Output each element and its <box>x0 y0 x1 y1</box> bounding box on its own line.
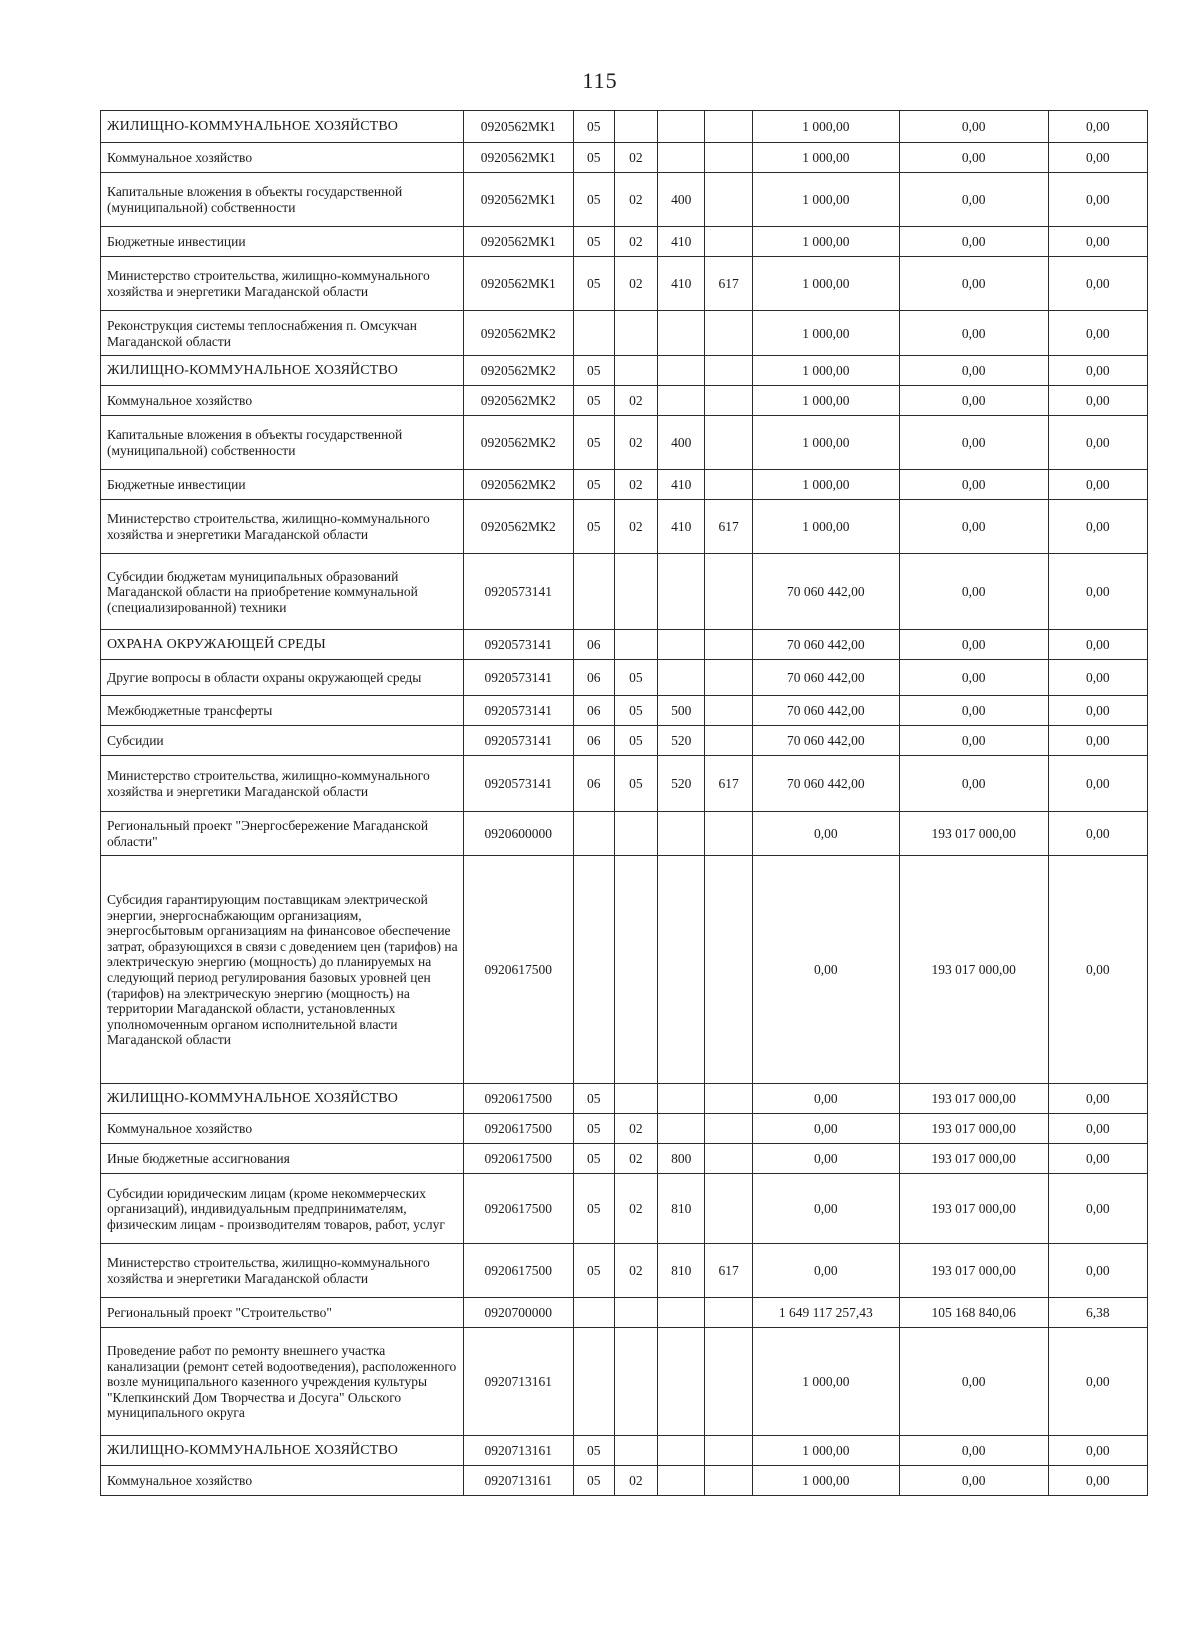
section-code-cell: 05 <box>573 500 614 554</box>
amount-2-cell: 193 017 000,00 <box>899 856 1048 1084</box>
target-code-cell: 0920573141 <box>463 660 573 696</box>
subsection-code-cell <box>614 630 657 660</box>
section-code-cell: 06 <box>573 696 614 726</box>
expense-type-cell <box>657 311 704 356</box>
amount-3-cell: 0,00 <box>1048 660 1147 696</box>
amount-2-cell: 0,00 <box>899 416 1048 470</box>
table-body <box>101 111 1148 1496</box>
table-row <box>101 1298 1148 1328</box>
amount-1-cell: 1 649 117 257,43 <box>752 1298 899 1328</box>
administrator-code-cell <box>705 143 752 173</box>
amount-1-cell: 0,00 <box>752 1084 899 1114</box>
table-row <box>101 1114 1148 1144</box>
administrator-code-cell <box>705 1084 752 1114</box>
administrator-code-cell <box>705 812 752 856</box>
row-name-cell: Субсидии <box>101 726 464 756</box>
target-code-cell: 0920573141 <box>463 726 573 756</box>
amount-3-cell: 0,00 <box>1048 1174 1147 1244</box>
row-name-cell: Капитальные вложения в объекты государственной (муниципальной) собственности <box>101 173 464 227</box>
amount-2-cell: 0,00 <box>899 630 1048 660</box>
amount-2-cell: 0,00 <box>899 111 1048 143</box>
row-name-cell: Коммунальное хозяйство <box>101 143 464 173</box>
expense-type-cell: 520 <box>657 756 704 812</box>
administrator-code-cell <box>705 726 752 756</box>
expense-type-cell <box>657 1436 704 1466</box>
section-code-cell: 05 <box>573 1436 614 1466</box>
amount-3-cell: 0,00 <box>1048 1328 1147 1436</box>
subsection-code-cell: 02 <box>614 173 657 227</box>
row-name-cell: Межбюджетные трансферты <box>101 696 464 726</box>
amount-3-cell: 0,00 <box>1048 1144 1147 1174</box>
table-row <box>101 856 1148 1084</box>
target-code-cell: 0920573141 <box>463 554 573 630</box>
row-name-cell: Бюджетные инвестиции <box>101 227 464 257</box>
expense-type-cell <box>657 660 704 696</box>
administrator-code-cell: 617 <box>705 500 752 554</box>
section-code-cell: 05 <box>573 416 614 470</box>
administrator-code-cell: 617 <box>705 1244 752 1298</box>
section-code-cell: 06 <box>573 726 614 756</box>
section-code-cell: 06 <box>573 630 614 660</box>
amount-3-cell: 0,00 <box>1048 726 1147 756</box>
row-name-cell: Коммунальное хозяйство <box>101 386 464 416</box>
expense-type-cell: 410 <box>657 257 704 311</box>
amount-1-cell: 1 000,00 <box>752 1466 899 1496</box>
subsection-code-cell <box>614 554 657 630</box>
amount-2-cell: 0,00 <box>899 756 1048 812</box>
section-code-cell: 06 <box>573 660 614 696</box>
table-row <box>101 416 1148 470</box>
expense-type-cell <box>657 1466 704 1496</box>
amount-1-cell: 1 000,00 <box>752 257 899 311</box>
amount-2-cell: 0,00 <box>899 470 1048 500</box>
administrator-code-cell <box>705 470 752 500</box>
amount-1-cell: 0,00 <box>752 1114 899 1144</box>
amount-2-cell: 193 017 000,00 <box>899 1174 1048 1244</box>
administrator-code-cell <box>705 386 752 416</box>
target-code-cell: 0920617500 <box>463 1144 573 1174</box>
administrator-code-cell <box>705 630 752 660</box>
section-code-cell: 05 <box>573 356 614 386</box>
section-code-cell: 05 <box>573 1114 614 1144</box>
administrator-code-cell <box>705 311 752 356</box>
table-row <box>101 696 1148 726</box>
amount-2-cell: 193 017 000,00 <box>899 812 1048 856</box>
expense-type-cell <box>657 812 704 856</box>
target-code-cell: 0920713161 <box>463 1328 573 1436</box>
amount-3-cell: 0,00 <box>1048 1436 1147 1466</box>
subsection-code-cell: 05 <box>614 696 657 726</box>
expense-type-cell: 400 <box>657 416 704 470</box>
amount-2-cell: 193 017 000,00 <box>899 1244 1048 1298</box>
expense-type-cell <box>657 1328 704 1436</box>
subsection-code-cell: 02 <box>614 1466 657 1496</box>
amount-1-cell: 70 060 442,00 <box>752 554 899 630</box>
subsection-code-cell: 05 <box>614 726 657 756</box>
subsection-code-cell: 02 <box>614 470 657 500</box>
subsection-code-cell: 02 <box>614 257 657 311</box>
row-name-cell: Министерство строительства, жилищно-коммунального хозяйства и энергетики Магаданской области <box>101 257 464 311</box>
section-code-cell: 05 <box>573 1174 614 1244</box>
subsection-code-cell: 02 <box>614 416 657 470</box>
amount-3-cell: 0,00 <box>1048 416 1147 470</box>
subsection-code-cell: 02 <box>614 386 657 416</box>
amount-3-cell: 0,00 <box>1048 470 1147 500</box>
row-name-cell: Министерство строительства, жилищно-коммунального хозяйства и энергетики Магаданской области <box>101 756 464 812</box>
amount-3-cell: 0,00 <box>1048 356 1147 386</box>
amount-3-cell: 0,00 <box>1048 756 1147 812</box>
expense-type-cell <box>657 1114 704 1144</box>
administrator-code-cell <box>705 1144 752 1174</box>
section-code-cell <box>573 311 614 356</box>
target-code-cell: 0920562МК2 <box>463 470 573 500</box>
amount-1-cell: 0,00 <box>752 1144 899 1174</box>
row-name-cell: Региональный проект "Энергосбережение Магаданской области" <box>101 812 464 856</box>
row-name-cell: Проведение работ по ремонту внешнего участка канализации (ремонт сетей водоотведения), расположенного возле муниципального казенного учреждения культуры "Клепкинский Дом Творчества и Досуга" Ольского муниципального округа <box>101 1328 464 1436</box>
amount-1-cell: 1 000,00 <box>752 356 899 386</box>
table-row <box>101 812 1148 856</box>
amount-2-cell: 0,00 <box>899 554 1048 630</box>
amount-1-cell: 1 000,00 <box>752 311 899 356</box>
amount-1-cell: 70 060 442,00 <box>752 756 899 812</box>
amount-1-cell: 70 060 442,00 <box>752 696 899 726</box>
amount-3-cell: 0,00 <box>1048 696 1147 726</box>
target-code-cell: 0920700000 <box>463 1298 573 1328</box>
section-code-cell: 05 <box>573 257 614 311</box>
amount-2-cell: 0,00 <box>899 726 1048 756</box>
amount-2-cell: 105 168 840,06 <box>899 1298 1048 1328</box>
table-row <box>101 500 1148 554</box>
section-code-cell <box>573 1328 614 1436</box>
subsection-code-cell <box>614 1298 657 1328</box>
section-code-cell <box>573 554 614 630</box>
amount-3-cell: 0,00 <box>1048 1244 1147 1298</box>
table-row <box>101 1466 1148 1496</box>
target-code-cell: 0920562МК1 <box>463 173 573 227</box>
section-code-cell: 05 <box>573 386 614 416</box>
row-name-cell: Региональный проект "Строительство" <box>101 1298 464 1328</box>
amount-3-cell: 0,00 <box>1048 500 1147 554</box>
row-name-cell: ЖИЛИЩНО-КОММУНАЛЬНОЕ ХОЗЯЙСТВО <box>101 111 464 143</box>
amount-1-cell: 70 060 442,00 <box>752 630 899 660</box>
target-code-cell: 0920713161 <box>463 1466 573 1496</box>
target-code-cell: 0920713161 <box>463 1436 573 1466</box>
row-name-cell: Реконструкция системы теплоснабжения п. Омсукчан Магаданской области <box>101 311 464 356</box>
expense-type-cell <box>657 111 704 143</box>
section-code-cell: 05 <box>573 470 614 500</box>
section-code-cell: 05 <box>573 143 614 173</box>
expense-type-cell <box>657 1084 704 1114</box>
expense-type-cell: 520 <box>657 726 704 756</box>
amount-3-cell: 0,00 <box>1048 227 1147 257</box>
administrator-code-cell: 617 <box>705 257 752 311</box>
administrator-code-cell <box>705 173 752 227</box>
target-code-cell: 0920562МК1 <box>463 257 573 311</box>
subsection-code-cell <box>614 311 657 356</box>
amount-1-cell: 0,00 <box>752 1174 899 1244</box>
target-code-cell: 0920562МК2 <box>463 416 573 470</box>
amount-3-cell: 0,00 <box>1048 1114 1147 1144</box>
table-row <box>101 227 1148 257</box>
expense-type-cell: 410 <box>657 470 704 500</box>
administrator-code-cell <box>705 660 752 696</box>
amount-1-cell: 0,00 <box>752 856 899 1084</box>
target-code-cell: 0920562МК2 <box>463 356 573 386</box>
section-code-cell: 06 <box>573 756 614 812</box>
row-name-cell: Субсидии бюджетам муниципальных образований Магаданской области на приобретение коммунальной (специализированной) техники <box>101 554 464 630</box>
amount-3-cell: 6,38 <box>1048 1298 1147 1328</box>
administrator-code-cell <box>705 227 752 257</box>
table-row <box>101 756 1148 812</box>
subsection-code-cell <box>614 1328 657 1436</box>
table-row <box>101 1174 1148 1244</box>
section-code-cell: 05 <box>573 111 614 143</box>
amount-2-cell: 0,00 <box>899 311 1048 356</box>
amount-2-cell: 0,00 <box>899 143 1048 173</box>
target-code-cell: 0920562МК1 <box>463 227 573 257</box>
row-name-cell: Капитальные вложения в объекты государственной (муниципальной) собственности <box>101 416 464 470</box>
section-code-cell <box>573 856 614 1084</box>
subsection-code-cell: 02 <box>614 1174 657 1244</box>
expense-type-cell <box>657 856 704 1084</box>
table-row <box>101 554 1148 630</box>
amount-2-cell: 0,00 <box>899 257 1048 311</box>
administrator-code-cell <box>705 856 752 1084</box>
amount-3-cell: 0,00 <box>1048 1084 1147 1114</box>
expense-type-cell <box>657 1298 704 1328</box>
expense-type-cell <box>657 554 704 630</box>
row-name-cell: ЖИЛИЩНО-КОММУНАЛЬНОЕ ХОЗЯЙСТВО <box>101 356 464 386</box>
administrator-code-cell <box>705 554 752 630</box>
amount-3-cell: 0,00 <box>1048 311 1147 356</box>
target-code-cell: 0920617500 <box>463 1174 573 1244</box>
amount-1-cell: 1 000,00 <box>752 111 899 143</box>
table-row <box>101 1244 1148 1298</box>
subsection-code-cell: 05 <box>614 756 657 812</box>
amount-1-cell: 0,00 <box>752 812 899 856</box>
administrator-code-cell <box>705 1174 752 1244</box>
budget-table <box>100 110 1148 1496</box>
amount-1-cell: 1 000,00 <box>752 416 899 470</box>
table-row <box>101 726 1148 756</box>
target-code-cell: 0920573141 <box>463 696 573 726</box>
table-row <box>101 356 1148 386</box>
amount-2-cell: 0,00 <box>899 696 1048 726</box>
amount-2-cell: 0,00 <box>899 660 1048 696</box>
table-row <box>101 660 1148 696</box>
amount-2-cell: 193 017 000,00 <box>899 1114 1048 1144</box>
section-code-cell: 05 <box>573 1466 614 1496</box>
subsection-code-cell <box>614 812 657 856</box>
section-code-cell: 05 <box>573 173 614 227</box>
administrator-code-cell <box>705 111 752 143</box>
subsection-code-cell: 05 <box>614 660 657 696</box>
amount-3-cell: 0,00 <box>1048 1466 1147 1496</box>
table-row <box>101 470 1148 500</box>
amount-1-cell: 1 000,00 <box>752 470 899 500</box>
subsection-code-cell: 02 <box>614 500 657 554</box>
subsection-code-cell <box>614 1436 657 1466</box>
subsection-code-cell: 02 <box>614 227 657 257</box>
amount-3-cell: 0,00 <box>1048 812 1147 856</box>
section-code-cell <box>573 1298 614 1328</box>
table-row <box>101 173 1148 227</box>
row-name-cell: Коммунальное хозяйство <box>101 1466 464 1496</box>
amount-3-cell: 0,00 <box>1048 173 1147 227</box>
amount-1-cell: 1 000,00 <box>752 143 899 173</box>
expense-type-cell: 400 <box>657 173 704 227</box>
administrator-code-cell <box>705 696 752 726</box>
target-code-cell: 0920573141 <box>463 756 573 812</box>
row-name-cell: ЖИЛИЩНО-КОММУНАЛЬНОЕ ХОЗЯЙСТВО <box>101 1084 464 1114</box>
administrator-code-cell: 617 <box>705 756 752 812</box>
amount-2-cell: 0,00 <box>899 1466 1048 1496</box>
table-row <box>101 386 1148 416</box>
expense-type-cell <box>657 630 704 660</box>
target-code-cell: 0920562МК2 <box>463 500 573 554</box>
administrator-code-cell <box>705 1328 752 1436</box>
amount-3-cell: 0,00 <box>1048 386 1147 416</box>
table-row <box>101 1084 1148 1114</box>
target-code-cell: 0920617500 <box>463 1114 573 1144</box>
amount-1-cell: 1 000,00 <box>752 227 899 257</box>
amount-2-cell: 193 017 000,00 <box>899 1084 1048 1114</box>
amount-1-cell: 0,00 <box>752 1244 899 1298</box>
target-code-cell: 0920600000 <box>463 812 573 856</box>
table-row <box>101 257 1148 311</box>
section-code-cell: 05 <box>573 1244 614 1298</box>
amount-3-cell: 0,00 <box>1048 630 1147 660</box>
expense-type-cell: 810 <box>657 1174 704 1244</box>
table-row <box>101 311 1148 356</box>
amount-2-cell: 0,00 <box>899 1328 1048 1436</box>
row-name-cell: Иные бюджетные ассигнования <box>101 1144 464 1174</box>
table-row <box>101 111 1148 143</box>
table-row <box>101 630 1148 660</box>
amount-1-cell: 70 060 442,00 <box>752 726 899 756</box>
amount-2-cell: 0,00 <box>899 1436 1048 1466</box>
amount-2-cell: 0,00 <box>899 227 1048 257</box>
subsection-code-cell: 02 <box>614 1144 657 1174</box>
amount-1-cell: 1 000,00 <box>752 500 899 554</box>
amount-1-cell: 1 000,00 <box>752 1328 899 1436</box>
row-name-cell: Коммунальное хозяйство <box>101 1114 464 1144</box>
amount-1-cell: 1 000,00 <box>752 1436 899 1466</box>
subsection-code-cell <box>614 856 657 1084</box>
expense-type-cell: 410 <box>657 500 704 554</box>
row-name-cell: Министерство строительства, жилищно-коммунального хозяйства и энергетики Магаданской области <box>101 1244 464 1298</box>
row-name-cell: Другие вопросы в области охраны окружающей среды <box>101 660 464 696</box>
amount-3-cell: 0,00 <box>1048 111 1147 143</box>
row-name-cell: Субсидии юридическим лицам (кроме некоммерческих организаций), индивидуальным предпринимателям, физическим лицам - производителям товаров, работ, услуг <box>101 1174 464 1244</box>
amount-1-cell: 1 000,00 <box>752 173 899 227</box>
subsection-code-cell <box>614 356 657 386</box>
row-name-cell: ЖИЛИЩНО-КОММУНАЛЬНОЕ ХОЗЯЙСТВО <box>101 1436 464 1466</box>
target-code-cell: 0920562МК1 <box>463 143 573 173</box>
subsection-code-cell <box>614 111 657 143</box>
subsection-code-cell: 02 <box>614 143 657 173</box>
amount-2-cell: 0,00 <box>899 173 1048 227</box>
expense-type-cell: 810 <box>657 1244 704 1298</box>
section-code-cell <box>573 812 614 856</box>
target-code-cell: 0920617500 <box>463 856 573 1084</box>
row-name-cell: Министерство строительства, жилищно-коммунального хозяйства и энергетики Магаданской области <box>101 500 464 554</box>
section-code-cell: 05 <box>573 1144 614 1174</box>
table-row <box>101 1144 1148 1174</box>
expense-type-cell: 500 <box>657 696 704 726</box>
target-code-cell: 0920617500 <box>463 1084 573 1114</box>
administrator-code-cell <box>705 1436 752 1466</box>
amount-1-cell: 1 000,00 <box>752 386 899 416</box>
page-number: 115 <box>582 68 618 93</box>
subsection-code-cell: 02 <box>614 1114 657 1144</box>
amount-2-cell: 193 017 000,00 <box>899 1144 1048 1174</box>
amount-2-cell: 0,00 <box>899 386 1048 416</box>
target-code-cell: 0920562МК2 <box>463 311 573 356</box>
row-name-cell: ОХРАНА ОКРУЖАЮЩЕЙ СРЕДЫ <box>101 630 464 660</box>
target-code-cell: 0920573141 <box>463 630 573 660</box>
expense-type-cell: 800 <box>657 1144 704 1174</box>
target-code-cell: 0920562МК2 <box>463 386 573 416</box>
administrator-code-cell <box>705 1114 752 1144</box>
expense-type-cell <box>657 143 704 173</box>
table-row <box>101 143 1148 173</box>
target-code-cell: 0920562МК1 <box>463 111 573 143</box>
amount-3-cell: 0,00 <box>1048 257 1147 311</box>
row-name-cell: Субсидия гарантирующим поставщикам электрической энергии, энергоснабжающим организациям, энергосбытовым организациям на финансовое обеспечение затрат, образующихся в связи с доведением цен (тарифов) на электрическую энергию (мощность) до планируемых на следующий период регулирования базовых уровней цен (тарифов) на электрическую энергию (мощность) на территории Магаданской области, установленных уполномоченным органом исполнительной власти Магаданской области <box>101 856 464 1084</box>
scan-edge <box>0 0 1200 6</box>
amount-2-cell: 0,00 <box>899 500 1048 554</box>
amount-3-cell: 0,00 <box>1048 143 1147 173</box>
row-name-cell: Бюджетные инвестиции <box>101 470 464 500</box>
table-row <box>101 1436 1148 1466</box>
section-code-cell: 05 <box>573 1084 614 1114</box>
subsection-code-cell <box>614 1084 657 1114</box>
table-row <box>101 1328 1148 1436</box>
amount-1-cell: 70 060 442,00 <box>752 660 899 696</box>
administrator-code-cell <box>705 1298 752 1328</box>
amount-3-cell: 0,00 <box>1048 856 1147 1084</box>
administrator-code-cell <box>705 416 752 470</box>
amount-3-cell: 0,00 <box>1048 554 1147 630</box>
administrator-code-cell <box>705 356 752 386</box>
expense-type-cell: 410 <box>657 227 704 257</box>
expense-type-cell <box>657 386 704 416</box>
amount-2-cell: 0,00 <box>899 356 1048 386</box>
section-code-cell: 05 <box>573 227 614 257</box>
administrator-code-cell <box>705 1466 752 1496</box>
target-code-cell: 0920617500 <box>463 1244 573 1298</box>
subsection-code-cell: 02 <box>614 1244 657 1298</box>
expense-type-cell <box>657 356 704 386</box>
